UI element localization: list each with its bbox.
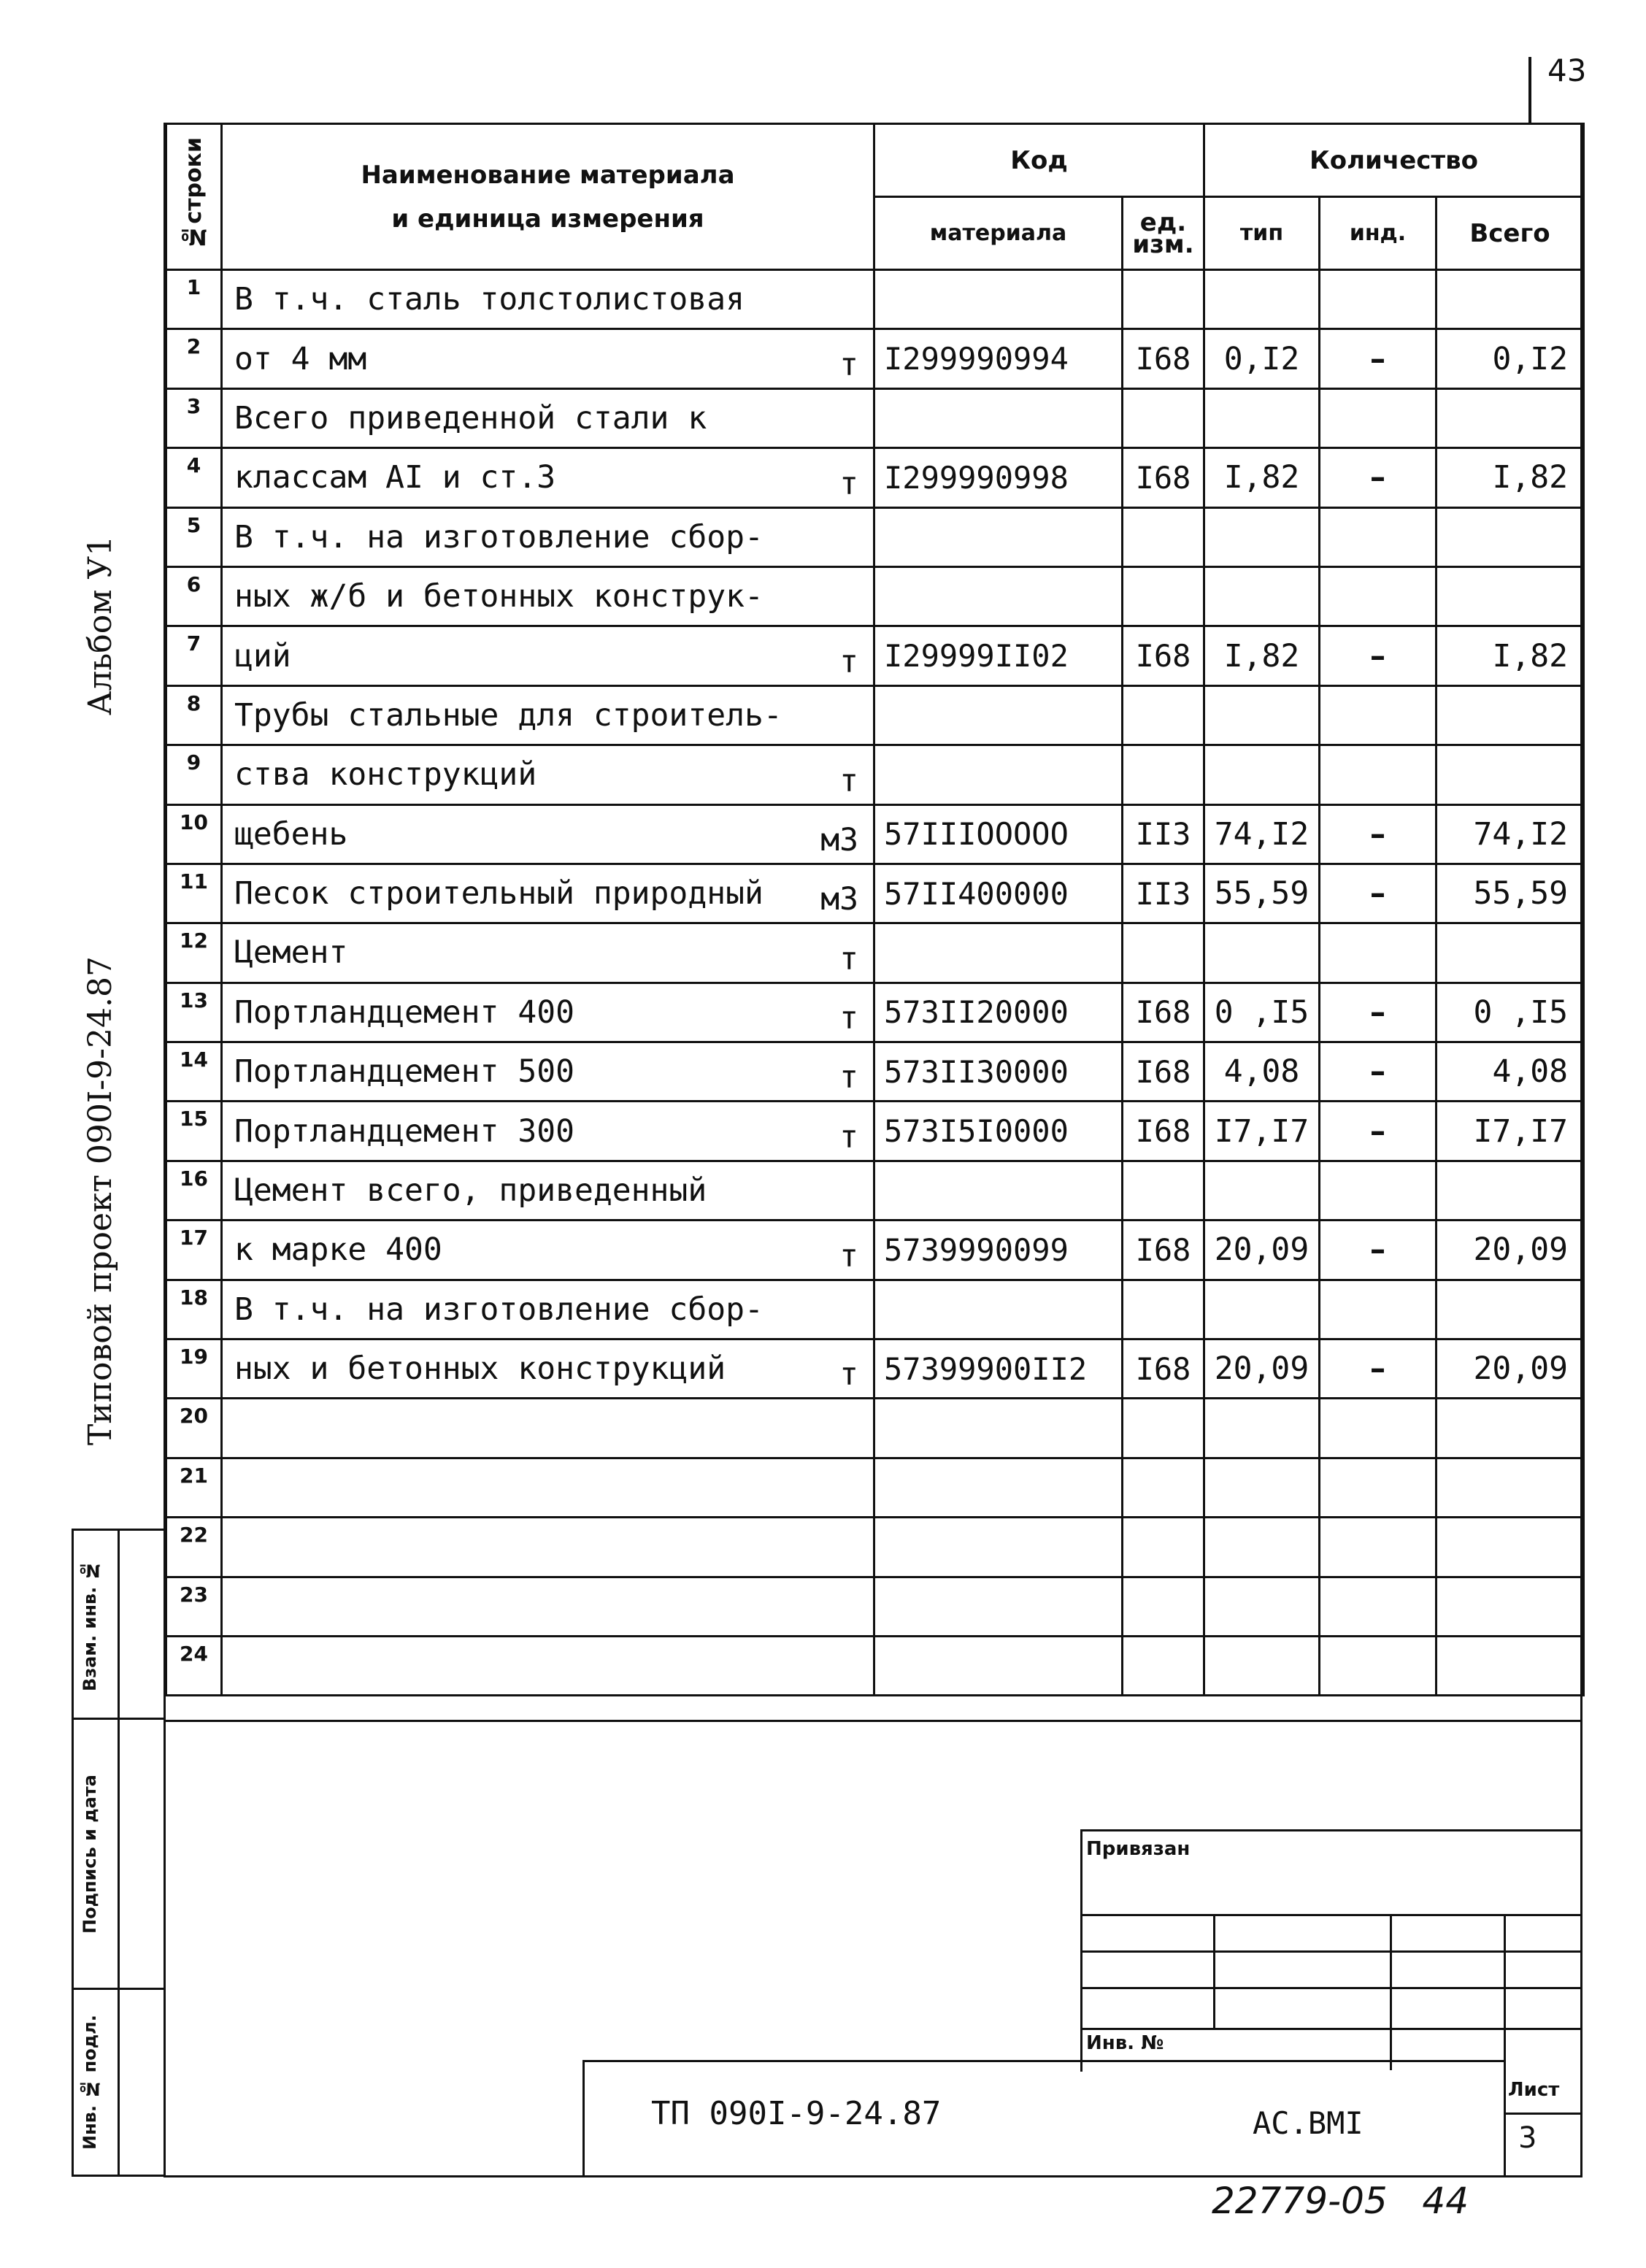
unit-code bbox=[1123, 1399, 1204, 1458]
material-name bbox=[222, 566, 874, 626]
material-name bbox=[222, 1221, 874, 1280]
quantity-total bbox=[1437, 1280, 1584, 1339]
album-label: Альбом У1 bbox=[82, 535, 119, 715]
quantity-total bbox=[1437, 270, 1584, 329]
sheet-number: 3 bbox=[1518, 2121, 1537, 2155]
material-code: I299990998 bbox=[874, 448, 1123, 507]
unit-code bbox=[1123, 270, 1204, 329]
quantity-total bbox=[1437, 507, 1584, 566]
quantity-type: 55,59 bbox=[1204, 864, 1320, 923]
table-row bbox=[166, 745, 1584, 804]
quantity-type: 4,08 bbox=[1204, 1042, 1320, 1102]
quantity-total bbox=[1437, 1458, 1584, 1517]
quantity-type bbox=[1204, 745, 1320, 804]
quantity-ind bbox=[1320, 270, 1437, 329]
material-code bbox=[874, 270, 1123, 329]
quantity-ind bbox=[1320, 1636, 1437, 1695]
unit-code bbox=[1123, 507, 1204, 566]
quantity-ind: – bbox=[1320, 626, 1437, 685]
unit-code: I68 bbox=[1123, 1102, 1204, 1161]
material-code bbox=[874, 1161, 1123, 1220]
material-name-text: ства конструкций bbox=[234, 756, 537, 793]
material-code bbox=[874, 388, 1123, 447]
quantity-type bbox=[1204, 507, 1320, 566]
quantity-ind bbox=[1320, 1458, 1437, 1517]
footer-handwritten-number: 22779-05 44 bbox=[1212, 2180, 1469, 2222]
inventory-number-label: Инв. № bbox=[1086, 2032, 1164, 2054]
project-code: ТП 090I-9-24.87 bbox=[651, 2095, 942, 2132]
material-name bbox=[222, 983, 874, 1042]
quantity-ind bbox=[1320, 507, 1437, 566]
unit-code: I68 bbox=[1123, 1042, 1204, 1102]
quantity-type bbox=[1204, 270, 1320, 329]
material-unit: м3 bbox=[820, 881, 858, 918]
table-row bbox=[166, 1636, 1584, 1695]
material-name bbox=[222, 685, 874, 745]
material-code: 57399900II2 bbox=[874, 1339, 1123, 1399]
unit-code: I68 bbox=[1123, 1339, 1204, 1399]
row-number: 23 bbox=[166, 1577, 222, 1636]
material-unit: т bbox=[839, 940, 858, 977]
unit-code bbox=[1123, 388, 1204, 447]
material-name-text: В т.ч. сталь толстолистовая bbox=[234, 281, 745, 318]
quantity-ind: – bbox=[1320, 448, 1437, 507]
row-number: 9 bbox=[166, 745, 222, 804]
table-row bbox=[166, 685, 1584, 745]
quantity-total bbox=[1437, 1399, 1584, 1458]
unit-code bbox=[1123, 923, 1204, 983]
col-header-code: Код bbox=[874, 124, 1204, 197]
row-number: 3 bbox=[166, 388, 222, 447]
material-name bbox=[222, 270, 874, 329]
table-row bbox=[166, 1221, 1584, 1280]
quantity-type: 20,09 bbox=[1204, 1221, 1320, 1280]
col-header-type: тип bbox=[1204, 197, 1320, 270]
unit-code bbox=[1123, 1161, 1204, 1220]
row-number: 7 bbox=[166, 626, 222, 685]
unit-code: II3 bbox=[1123, 864, 1204, 923]
material-name bbox=[222, 1161, 874, 1220]
quantity-total bbox=[1437, 388, 1584, 447]
table-row bbox=[166, 566, 1584, 626]
quantity-ind bbox=[1320, 1399, 1437, 1458]
table-row bbox=[166, 270, 1584, 329]
quantity-ind: – bbox=[1320, 1042, 1437, 1102]
row-number: 18 bbox=[166, 1280, 222, 1339]
quantity-ind: – bbox=[1320, 1339, 1437, 1399]
quantity-ind: – bbox=[1320, 1221, 1437, 1280]
materials-table bbox=[165, 123, 1585, 1696]
material-code bbox=[874, 745, 1123, 804]
left-stamp bbox=[72, 1529, 164, 2177]
quantity-total bbox=[1437, 685, 1584, 745]
material-name-text: Песок строительный природный bbox=[234, 875, 764, 912]
material-name bbox=[222, 388, 874, 447]
stamp-signature-label: Подпись и дата bbox=[80, 1775, 100, 1934]
material-name-text: В т.ч. на изготовление сбор- bbox=[234, 518, 764, 556]
material-code: 573II20000 bbox=[874, 983, 1123, 1042]
material-name bbox=[222, 1577, 874, 1636]
table-row bbox=[166, 1161, 1584, 1220]
quantity-type: I7,I7 bbox=[1204, 1102, 1320, 1161]
row-number: 16 bbox=[166, 1161, 222, 1220]
row-number: 4 bbox=[166, 448, 222, 507]
material-name-text: от 4 мм bbox=[234, 340, 367, 377]
table-row bbox=[166, 388, 1584, 447]
unit-code bbox=[1123, 1458, 1204, 1517]
quantity-total: 55,59 bbox=[1437, 864, 1584, 923]
row-number: 17 bbox=[166, 1221, 222, 1280]
unit-code bbox=[1123, 1577, 1204, 1636]
quantity-total bbox=[1437, 566, 1584, 626]
quantity-type bbox=[1204, 1577, 1320, 1636]
quantity-total: 4,08 bbox=[1437, 1042, 1584, 1102]
material-code bbox=[874, 1458, 1123, 1517]
material-name-text: Портландцемент 500 bbox=[234, 1053, 574, 1091]
row-number: 12 bbox=[166, 923, 222, 983]
quantity-ind: – bbox=[1320, 983, 1437, 1042]
material-name-text: Цемент всего, приведенный bbox=[234, 1172, 707, 1210]
material-code bbox=[874, 1518, 1123, 1577]
table-row bbox=[166, 1042, 1584, 1102]
table-row bbox=[166, 1458, 1584, 1517]
quantity-type bbox=[1204, 566, 1320, 626]
row-number: 8 bbox=[166, 685, 222, 745]
quantity-ind bbox=[1320, 566, 1437, 626]
quantity-total: 0 ,I5 bbox=[1437, 983, 1584, 1042]
quantity-type: 74,I2 bbox=[1204, 804, 1320, 864]
quantity-ind bbox=[1320, 1577, 1437, 1636]
row-number: 20 bbox=[166, 1399, 222, 1458]
row-number: 24 bbox=[166, 1636, 222, 1695]
project-label: Типовой проект 090I-9-24.87 bbox=[82, 956, 119, 1445]
quantity-ind: – bbox=[1320, 864, 1437, 923]
quantity-type bbox=[1204, 1280, 1320, 1339]
linked-label: Привязан bbox=[1086, 1838, 1191, 1860]
material-name-text: к марке 400 bbox=[234, 1231, 442, 1269]
material-code bbox=[874, 1280, 1123, 1339]
material-code: 573II30000 bbox=[874, 1042, 1123, 1102]
material-code bbox=[874, 685, 1123, 745]
material-code: 57II400000 bbox=[874, 864, 1123, 923]
table-row bbox=[166, 923, 1584, 983]
material-name bbox=[222, 1042, 874, 1102]
material-name-text: В т.ч. на изготовление сбор- bbox=[234, 1291, 764, 1328]
col-header-quantity: Количество bbox=[1204, 124, 1584, 197]
material-code bbox=[874, 566, 1123, 626]
unit-code: I68 bbox=[1123, 1221, 1204, 1280]
table-row bbox=[166, 1577, 1584, 1636]
unit-code bbox=[1123, 1518, 1204, 1577]
quantity-total bbox=[1437, 745, 1584, 804]
quantity-type: I,82 bbox=[1204, 448, 1320, 507]
quantity-type: I,82 bbox=[1204, 626, 1320, 685]
unit-code bbox=[1123, 1636, 1204, 1695]
quantity-type bbox=[1204, 1458, 1320, 1517]
page-number-mark bbox=[1528, 57, 1531, 123]
material-name-text: ных ж/б и бетонных конструк- bbox=[234, 578, 764, 615]
material-unit: м3 bbox=[820, 821, 858, 858]
quantity-type: 20,09 bbox=[1204, 1339, 1320, 1399]
material-name-text: щебень bbox=[234, 815, 348, 853]
material-code bbox=[874, 923, 1123, 983]
stamp-inventory-label: Инв. № подл. bbox=[80, 2015, 100, 2150]
material-name bbox=[222, 626, 874, 685]
material-name bbox=[222, 864, 874, 923]
material-name-text: ций bbox=[234, 637, 291, 674]
row-number: 2 bbox=[166, 329, 222, 388]
quantity-type bbox=[1204, 1636, 1320, 1695]
material-name-text: Портландцемент 300 bbox=[234, 1112, 574, 1150]
table-row bbox=[166, 1102, 1584, 1161]
table-row bbox=[166, 983, 1584, 1042]
material-name bbox=[222, 1458, 874, 1517]
quantity-type bbox=[1204, 1399, 1320, 1458]
quantity-ind: – bbox=[1320, 804, 1437, 864]
col-header-ind: инд. bbox=[1320, 197, 1437, 270]
quantity-total: 74,I2 bbox=[1437, 804, 1584, 864]
material-name bbox=[222, 329, 874, 388]
material-name bbox=[222, 1280, 874, 1339]
material-name-text: Цемент bbox=[234, 934, 348, 972]
quantity-type bbox=[1204, 388, 1320, 447]
table-row bbox=[166, 626, 1584, 685]
material-code bbox=[874, 1399, 1123, 1458]
row-number: 14 bbox=[166, 1042, 222, 1102]
material-name bbox=[222, 745, 874, 804]
row-number: 11 bbox=[166, 864, 222, 923]
quantity-ind bbox=[1320, 745, 1437, 804]
material-code: I299990994 bbox=[874, 329, 1123, 388]
col-header-row-no: №строки bbox=[166, 124, 222, 270]
material-name bbox=[222, 923, 874, 983]
table-row bbox=[166, 1280, 1584, 1339]
quantity-ind bbox=[1320, 923, 1437, 983]
material-name-text: Портландцемент 400 bbox=[234, 993, 574, 1031]
material-name bbox=[222, 507, 874, 566]
quantity-total bbox=[1437, 1518, 1584, 1577]
material-unit: т bbox=[839, 1000, 858, 1037]
quantity-total bbox=[1437, 1577, 1584, 1636]
stamp-exchange-label: Взам. инв. № bbox=[80, 1560, 100, 1691]
material-unit: т bbox=[839, 1118, 858, 1156]
quantity-total: I,82 bbox=[1437, 448, 1584, 507]
material-code: I29999II02 bbox=[874, 626, 1123, 685]
quantity-total: 0,I2 bbox=[1437, 329, 1584, 388]
quantity-ind: – bbox=[1320, 1102, 1437, 1161]
material-code bbox=[874, 1577, 1123, 1636]
quantity-type bbox=[1204, 1518, 1320, 1577]
material-unit: т bbox=[839, 1356, 858, 1394]
material-code bbox=[874, 507, 1123, 566]
material-name bbox=[222, 448, 874, 507]
quantity-type bbox=[1204, 923, 1320, 983]
material-name bbox=[222, 1636, 874, 1695]
material-code: 573I5I0000 bbox=[874, 1102, 1123, 1161]
row-number: 22 bbox=[166, 1518, 222, 1577]
quantity-total bbox=[1437, 923, 1584, 983]
quantity-ind bbox=[1320, 685, 1437, 745]
material-code: 57IIIOOOOO bbox=[874, 804, 1123, 864]
material-name bbox=[222, 804, 874, 864]
sheet-label: Лист bbox=[1508, 2079, 1560, 2101]
col-header-material-code: материала bbox=[874, 197, 1123, 270]
material-name-text: ных и бетонных конструкций bbox=[234, 1350, 726, 1388]
material-name bbox=[222, 1399, 874, 1458]
quantity-total bbox=[1437, 1636, 1584, 1695]
material-unit: т bbox=[839, 1237, 858, 1275]
row-number: 13 bbox=[166, 983, 222, 1042]
unit-code bbox=[1123, 1280, 1204, 1339]
quantity-total: 20,09 bbox=[1437, 1339, 1584, 1399]
row-number: 15 bbox=[166, 1102, 222, 1161]
quantity-type: 0 ,I5 bbox=[1204, 983, 1320, 1042]
quantity-ind bbox=[1320, 1161, 1437, 1220]
frame-bottom bbox=[164, 2175, 1582, 2177]
quantity-total bbox=[1437, 1161, 1584, 1220]
table-row bbox=[166, 864, 1584, 923]
table-row bbox=[166, 329, 1584, 388]
material-name-text: классам AI и ст.3 bbox=[234, 459, 556, 496]
unit-code: II3 bbox=[1123, 804, 1204, 864]
row-number: 5 bbox=[166, 507, 222, 566]
quantity-total: I7,I7 bbox=[1437, 1102, 1584, 1161]
quantity-total: I,82 bbox=[1437, 626, 1584, 685]
table-row bbox=[166, 448, 1584, 507]
quantity-ind: – bbox=[1320, 329, 1437, 388]
material-name bbox=[222, 1518, 874, 1577]
table-row bbox=[166, 804, 1584, 864]
material-name-text: Всего приведенной стали к bbox=[234, 399, 707, 437]
unit-code: I68 bbox=[1123, 626, 1204, 685]
quantity-type bbox=[1204, 685, 1320, 745]
material-code: 5739990099 bbox=[874, 1221, 1123, 1280]
material-name-text: Трубы стальные для строитель- bbox=[234, 696, 782, 734]
material-unit: т bbox=[839, 643, 858, 680]
quantity-ind bbox=[1320, 1518, 1437, 1577]
row-number: 6 bbox=[166, 566, 222, 626]
material-name bbox=[222, 1102, 874, 1161]
table-row bbox=[166, 507, 1584, 566]
unit-code: I68 bbox=[1123, 329, 1204, 388]
material-unit: т bbox=[839, 465, 858, 502]
row-number: 19 bbox=[166, 1339, 222, 1399]
unit-code bbox=[1123, 566, 1204, 626]
col-header-name: Наименование материала и единица измерения bbox=[222, 124, 874, 270]
material-unit: т bbox=[839, 346, 858, 383]
drawing-code: АС.ВМI bbox=[1253, 2105, 1364, 2141]
quantity-type bbox=[1204, 1161, 1320, 1220]
table-row bbox=[166, 1518, 1584, 1577]
material-unit: т bbox=[839, 1059, 858, 1096]
material-unit: т bbox=[839, 762, 858, 799]
row-number: 10 bbox=[166, 804, 222, 864]
material-name bbox=[222, 1339, 874, 1399]
row-number: 1 bbox=[166, 270, 222, 329]
col-header-unit: ед. изм. bbox=[1123, 197, 1204, 270]
quantity-ind bbox=[1320, 388, 1437, 447]
quantity-type: 0,I2 bbox=[1204, 329, 1320, 388]
row-number: 21 bbox=[166, 1458, 222, 1517]
table-row bbox=[166, 1399, 1584, 1458]
table-row bbox=[166, 1339, 1584, 1399]
unit-code bbox=[1123, 745, 1204, 804]
material-code bbox=[874, 1636, 1123, 1695]
unit-code: I68 bbox=[1123, 448, 1204, 507]
unit-code: I68 bbox=[1123, 983, 1204, 1042]
quantity-total: 20,09 bbox=[1437, 1221, 1584, 1280]
col-header-total: Всего bbox=[1437, 197, 1584, 270]
quantity-ind bbox=[1320, 1280, 1437, 1339]
unit-code bbox=[1123, 685, 1204, 745]
page-number: 43 bbox=[1547, 53, 1587, 88]
